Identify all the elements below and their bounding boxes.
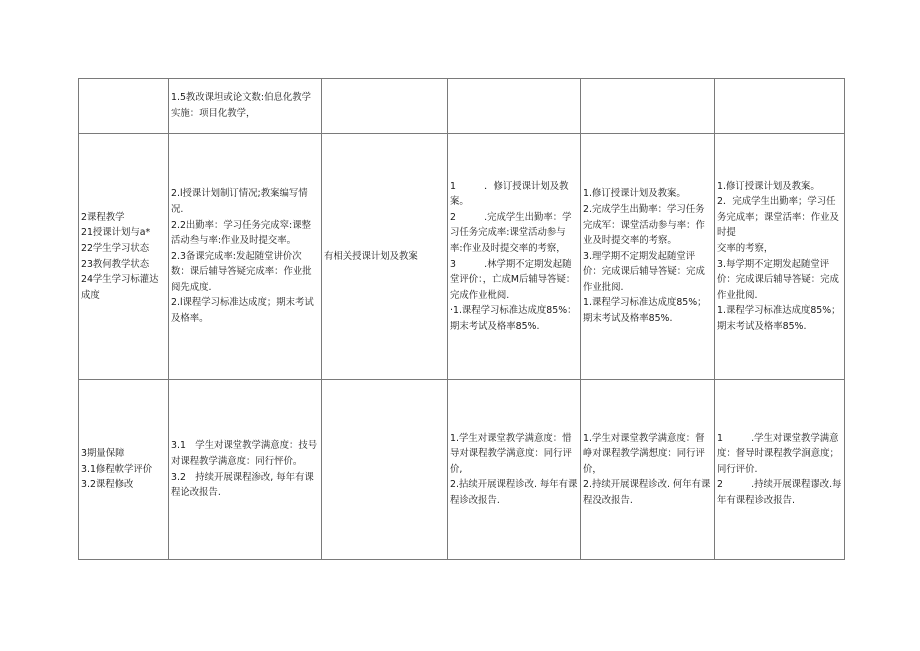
table-cell-col4: [448, 134, 581, 380]
cell-text: 1.学生对课堂教学满意度：督峥对课程教学满想度：同行评价，: [583, 432, 705, 475]
cell-text: 1.5教改课坦或论文数:伯息化教学实施：项目化教学，: [171, 92, 311, 119]
plan-table: [78, 78, 845, 560]
table-row: [79, 79, 845, 134]
cell-text: 2.完成学生出勤率：学习任务完成军：课堂活动参与率：作业及时提交率的考察。: [583, 203, 705, 247]
cell-text: 1.课程学习标准达成度85%；期末考试及格率85%.: [717, 305, 841, 332]
cell-text: 3 .林学期不定期发起随堂评价：，亡成M后辅导答疑：完成作业枇阅.: [450, 258, 576, 301]
cell-text: 2.持续开展课程诊改. 何年有课程没改报告.: [583, 479, 711, 506]
cell-text: 2.l授课计划制订情况;教案编写情况.: [171, 188, 308, 215]
table-cell-col1: [79, 134, 169, 380]
table-row: [79, 380, 845, 560]
cell-text: 3期量保障: [81, 448, 125, 460]
cell-text: 2.l课程学习标准达成度；期末考试及格率。: [171, 297, 314, 325]
table-cell-col2: [169, 380, 322, 560]
table-cell-col6: [715, 79, 845, 134]
cell-text: 3.2课程修改: [81, 479, 134, 491]
cell-text: 交率的考察，: [717, 242, 774, 254]
table-cell-col6: [715, 134, 845, 380]
cell-text: 1 .学生对课堂教学满意度：督导时课程教学涧意度；同行评价.: [717, 432, 839, 475]
cell-text: 1.修订授课计划及教案。: [583, 188, 686, 200]
cell-text: 3.2 持续开展课程渗改, 每年有课程论改报告.: [171, 471, 314, 499]
cell-text: 1.修订授课计划及教案。: [717, 180, 820, 192]
table-cell-col5: [581, 79, 715, 134]
table-cell-col6: [715, 380, 845, 560]
cell-text: 3.1修程軟学评价: [81, 463, 153, 475]
table-cell-col1: [79, 79, 169, 134]
table-cell-col5: [581, 380, 715, 560]
table-cell-col1: [79, 380, 169, 560]
cell-text: 2 .持续开展课程谬改.每年有课程诊改报告.: [717, 479, 842, 506]
cell-text: 2 .完成学生出勤率：学习任务完成率:课堂活动参与率:作业及时提交率的考察，: [450, 211, 572, 254]
cell-text: 3.1 学生对课堂教学满意度：技号对课程教学满意度：同行怦价。: [171, 440, 318, 467]
cell-text: 2．完成学生出勤率；学习任务完成率；课堂活率：作业及时提: [717, 196, 839, 239]
cell-text: 3.理学期不定期发起随堂评价：完成课后辅导答疑：完成作业批阅.: [583, 250, 705, 293]
cell-text: 有相关授课计划及教案: [324, 250, 418, 262]
table-row: [79, 134, 845, 380]
table-cell-col3: [322, 134, 448, 380]
cell-text: 1.课程学习标准达成度85%；期末考试及格率85%.: [583, 297, 707, 325]
table-cell-col2: [169, 79, 322, 134]
cell-text: 2.2出勤率：学习任务完成窣:课整活动叁与率:作业及时提交率。: [171, 219, 311, 247]
cell-text: 3.每学期不定期发起随堂评价：完成课后辅导答疑：完成作业批阅.: [717, 258, 839, 301]
cell-text: 23教何教学状态: [81, 258, 150, 270]
table-cell-col4: [448, 380, 581, 560]
table-cell-col4: [448, 79, 581, 134]
cell-text: 1.学生对课堂教学满意度：惜导对课程教学满意度：同行评价,: [450, 432, 572, 475]
table-cell-col5: [581, 134, 715, 380]
cell-text: ·1.课程学习标准达成度85%：期末考试及格率85%.: [450, 305, 577, 332]
table-cell-col3: [322, 380, 448, 560]
cell-text: 22学生学习状态: [81, 242, 150, 254]
table-cell-col3: [322, 79, 448, 134]
table-cell-col2: [169, 134, 322, 380]
cell-text: 2.拈续开展课程诊改. 每年有课程诊改报告.: [450, 479, 578, 506]
cell-text: 24学生学习标灌达成度: [81, 274, 159, 301]
cell-text: 1 ．修订授课计划及教案。: [450, 180, 569, 208]
cell-text: 2课程教学: [81, 211, 125, 223]
cell-text: 21授课计划与a*: [81, 227, 151, 239]
cell-text: 2.3备课完成率:发起随堂讲价次数：课后辅导答疑完成率：作业批阅先成度.: [171, 250, 312, 293]
